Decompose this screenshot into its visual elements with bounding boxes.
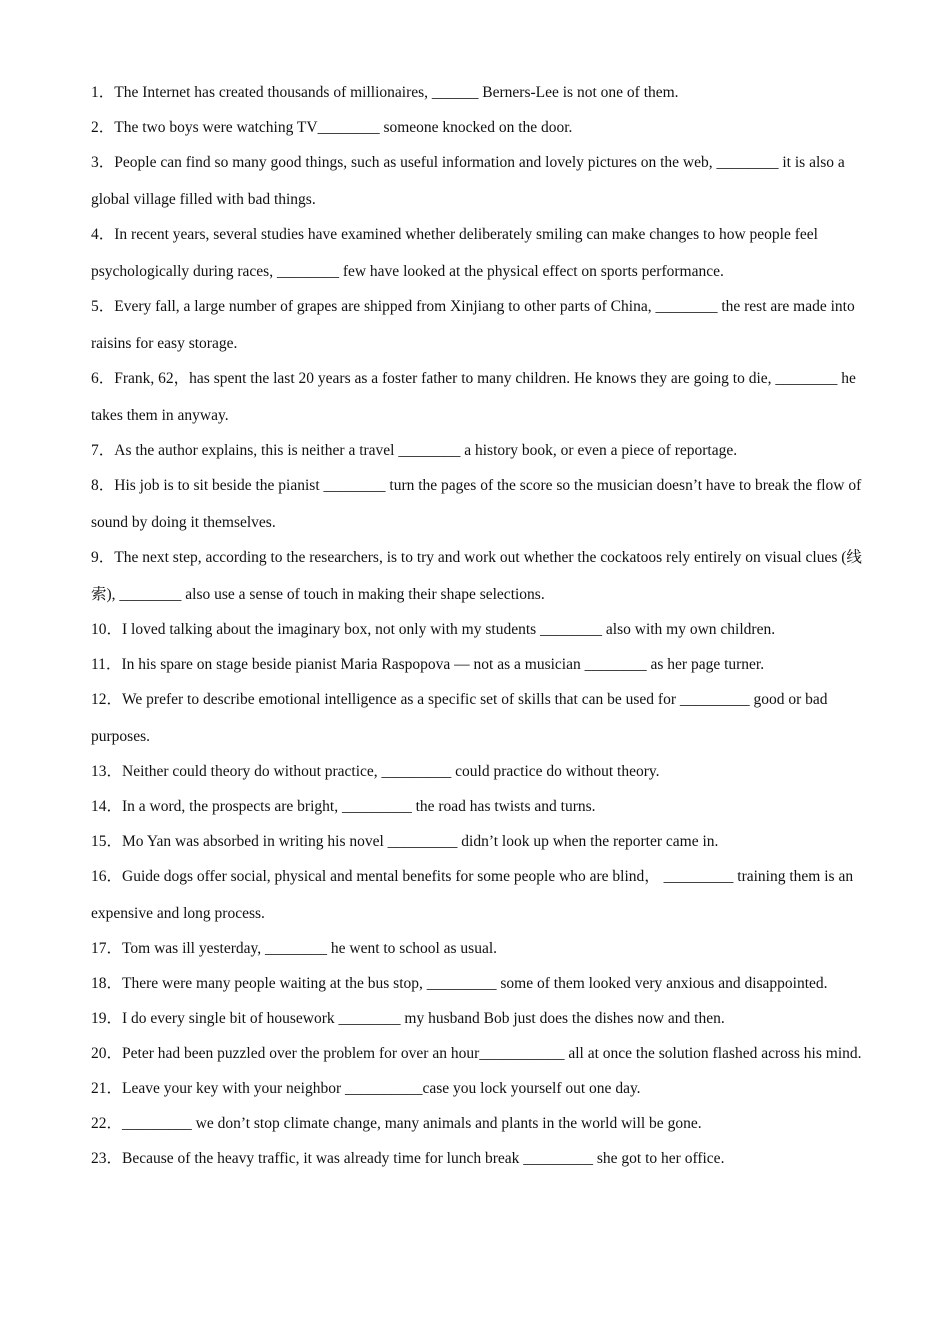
question-text: I loved talking about the imaginary box, not only with my students ________ also with my own children. [122, 621, 776, 638]
question-text: His job is to sit beside the pianist ________ turn the pages of the score so the musician doesn’t have to break the flow of sound by doing it themselves. [91, 477, 862, 531]
question-number: 17． [91, 940, 123, 957]
question-text: The two boys were watching TV________ someone knocked on the door. [114, 119, 573, 136]
question-text: As the author explains, this is neither a travel ________ a history book, or even a piece of reportage. [114, 442, 738, 459]
question-text: I do every single bit of housework ________ my husband Bob just does the dishes now and then. [122, 1010, 725, 1027]
question-number: 6． [91, 370, 115, 387]
question-3 [91, 144, 863, 218]
question-10 [91, 611, 863, 648]
question-number: 15． [91, 833, 123, 850]
worksheet-page [91, 74, 863, 1175]
question-22 [91, 1105, 863, 1142]
question-number: 12． [91, 691, 123, 708]
question-1 [91, 74, 863, 111]
question-number: 22． [91, 1115, 123, 1132]
question-number: 19． [91, 1010, 123, 1027]
question-6 [91, 360, 863, 434]
question-12 [91, 681, 863, 755]
question-text: _________ we don’t stop climate change, many animals and plants in the world will be gone. [122, 1115, 702, 1132]
question-number: 1． [91, 84, 115, 101]
question-number: 23． [91, 1150, 123, 1167]
question-16 [91, 858, 863, 932]
question-text: Every fall, a large number of grapes are shipped from Xinjiang to other parts of China, ________ the rest are made into raisins for easy storage. [91, 298, 855, 352]
question-2 [91, 109, 863, 146]
question-4 [91, 216, 863, 290]
question-17 [91, 930, 863, 967]
question-number: 2． [91, 119, 115, 136]
question-number: 5． [91, 298, 115, 315]
question-text: Because of the heavy traffic, it was already time for lunch break _________ she got to her office. [122, 1150, 725, 1167]
question-23 [91, 1140, 863, 1177]
question-13 [91, 753, 863, 790]
question-text: Leave your key with your neighbor __________case you lock yourself out one day. [122, 1080, 641, 1097]
question-9 [91, 539, 863, 613]
question-5 [91, 288, 863, 362]
question-20 [91, 1035, 863, 1072]
question-11 [91, 646, 863, 683]
question-number: 21． [91, 1080, 123, 1097]
question-text: Peter had been puzzled over the problem for over an hour___________ all at once the solution flashed across his mind. [122, 1045, 862, 1062]
question-text: The Internet has created thousands of millionaires, ______ Berners-Lee is not one of them. [114, 84, 679, 101]
question-21 [91, 1070, 863, 1107]
question-number: 8． [91, 477, 115, 494]
question-number: 16． [91, 868, 123, 885]
question-8 [91, 467, 863, 541]
question-text: Frank, 62，has spent the last 20 years as a foster father to many children. He knows they are going to die, ________ he takes them in anyway. [91, 370, 856, 424]
question-7 [91, 432, 863, 469]
question-15 [91, 823, 863, 860]
question-text: Neither could theory do without practice, _________ could practice do without theory. [122, 763, 660, 780]
question-number: 3． [91, 154, 115, 171]
question-18 [91, 965, 863, 1002]
question-19 [91, 1000, 863, 1037]
question-number: 14． [91, 798, 123, 815]
question-number: 4． [91, 226, 115, 243]
question-number: 10． [91, 621, 123, 638]
question-number: 9． [91, 549, 115, 566]
question-text: In his spare on stage beside pianist Maria Raspopova — not as a musician ________ as her page turner. [121, 656, 765, 673]
question-number: 20． [91, 1045, 123, 1062]
question-14 [91, 788, 863, 825]
question-text: In recent years, several studies have examined whether deliberately smiling can make changes to how people feel psychologically during races, ________ few have looked at the physical effect on sports performance. [91, 226, 818, 280]
question-text: The next step, according to the researchers, is to try and work out whether the cockatoos rely entirely on visual clues (线索), ________ also use a sense of touch in making their shape selections. [91, 549, 862, 603]
question-text: Guide dogs offer social, physical and mental benefits for some people who are blind， _________ training them is an expensive and long process. [91, 868, 854, 922]
question-number: 7． [91, 442, 115, 459]
question-text: Tom was ill yesterday, ________ he went to school as usual. [122, 940, 498, 957]
question-number: 11． [91, 656, 122, 673]
question-text: Mo Yan was absorbed in writing his novel _________ didn’t look up when the reporter came in. [122, 833, 719, 850]
question-number: 18． [91, 975, 123, 992]
question-text: We prefer to describe emotional intelligence as a specific set of skills that can be used for _________ good or bad purposes. [91, 691, 828, 745]
question-number: 13． [91, 763, 123, 780]
question-text: In a word, the prospects are bright, _________ the road has twists and turns. [122, 798, 596, 815]
question-text: There were many people waiting at the bus stop, _________ some of them looked very anxious and disappointed. [122, 975, 828, 992]
question-text: People can find so many good things, such as useful information and lovely pictures on the web, ________ it is also a global village filled with bad things. [91, 154, 845, 208]
